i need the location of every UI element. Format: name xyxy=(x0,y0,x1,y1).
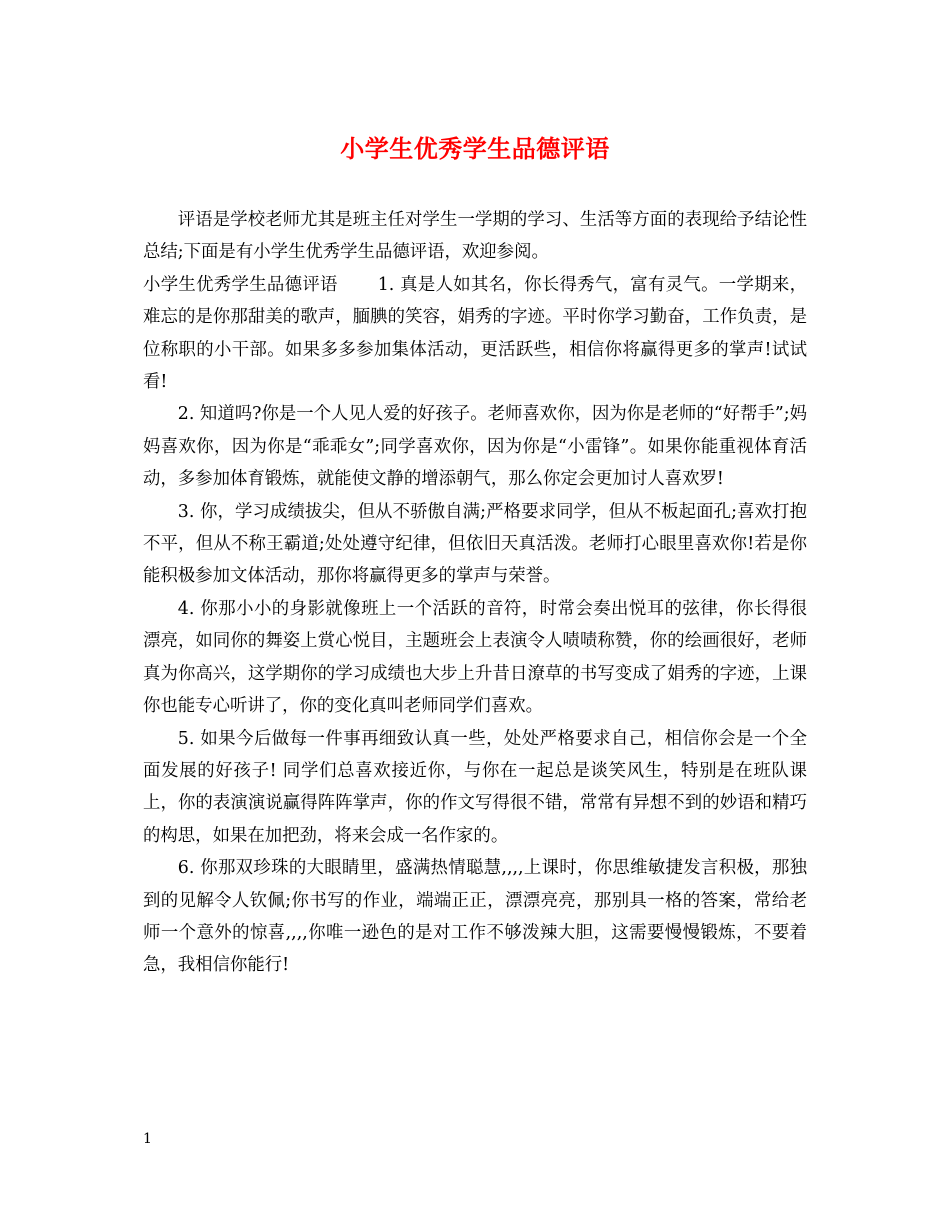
document-title: 小学生优秀学生品德评语 xyxy=(340,134,610,163)
comment-paragraph-1 xyxy=(143,269,807,399)
comment-paragraph-5: 5. 如果今后做每一件事再细致认真一些，处处严格要求自己，相信你会是一个全面发展的好孩子! 同学们总喜欢接近你，与你在一起总是谈笑风生，特别是在班队课上，你的表演演说赢得阵阵掌声，你的作文写得很不错，常常有异想不到的妙语和精巧的构思，如果在加把劲，将来会成一名作家的。 xyxy=(143,728,807,846)
comment-text-1: 1. 真是人如其名，你长得秀气，富有灵气。一学期来，难忘的是你那甜美的歌声，腼腆的笑容，娟秀的字迹。平时你学习勤奋，工作负责，是位称职的小干部。如果多多参加集体活动，更活跃些，相信你将赢得更多的掌声!试试看! xyxy=(143,274,807,393)
comment-paragraph-4: 4. 你那小小的身影就像班上一个活跃的音符，时常会奏出悦耳的弦律，你长得很漂亮，如同你的舞姿上赏心悦目，主题班会上表演令人啧啧称赞，你的绘画很好，老师真为你高兴，这学期你的学习成绩也大步上升昔日潦草的书写变成了娟秀的字迹，上课你也能专心听讲了，你的变化真叫老师同学们喜欢。 xyxy=(143,598,807,717)
comment-paragraph-2: 2. 知道吗?你是一个人见人爱的好孩子。老师喜欢你，因为你是老师的“好帮手”;妈妈喜欢你，因为你是“乖乖女”;同学喜欢你，因为你是“小雷锋”。如果你能重视体育活动，多参加体育锻炼，就能使文静的增添朝气，那么你定会更加讨人喜欢罗! xyxy=(143,404,807,490)
document-body xyxy=(143,204,807,982)
comment-paragraph-6: 6. 你那双珍珠的大眼睛里，盛满热情聪慧,,,,上课时，你思维敏捷发言积极，那独到的见解令人钦佩;你书写的作业，端端正正，漂漂亮亮，那别具一格的答案，常给老师一个意外的惊喜,,,,你唯一逊色的是对工作不够泼辣大胆，这需要慢慢锻炼，不要着急，我相信你能行! xyxy=(143,858,807,976)
intro-paragraph: 评语是学校老师尤其是班主任对学生一学期的学习、生活等方面的表现给予结论性总结;下面是有小学生优秀学生品德评语，欢迎参阅。 xyxy=(143,210,807,263)
page-number: 1 xyxy=(143,1131,152,1147)
comment-paragraph-3: 3. 你，学习成绩拔尖，但从不骄傲自满;严格要求同学，但从不板起面孔;喜欢打抱不平，但从不称王霸道;处处遵守纪律，但依旧天真活泼。老师打心眼里喜欢你!若是你能积极参加文体活动，那你将赢得更多的掌声与荣誉。 xyxy=(143,501,807,587)
section-label: 小学生优秀学生品德评语 xyxy=(143,274,338,295)
